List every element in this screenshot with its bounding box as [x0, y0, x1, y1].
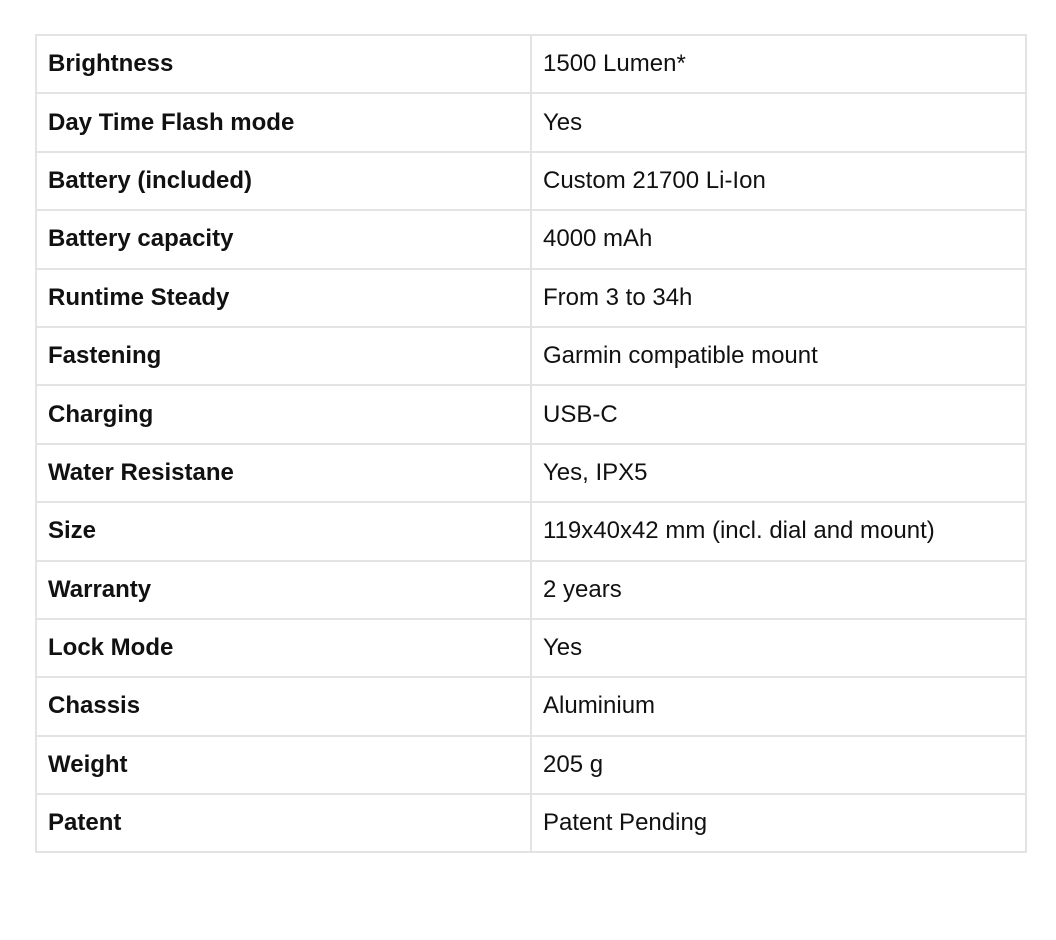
- spec-label: Fastening: [36, 327, 531, 385]
- table-row: [36, 35, 1026, 93]
- table-row: [36, 619, 1026, 677]
- spec-value: Yes: [531, 93, 1026, 151]
- table-row: [36, 152, 1026, 210]
- spec-label: Patent: [36, 794, 531, 852]
- spec-label: Runtime Steady: [36, 269, 531, 327]
- table-row: [36, 561, 1026, 619]
- spec-label: Water Resistane: [36, 444, 531, 502]
- spec-label: Chassis: [36, 677, 531, 735]
- spec-label: Day Time Flash mode: [36, 93, 531, 151]
- spec-label: Weight: [36, 736, 531, 794]
- specifications-table-body: [36, 35, 1026, 852]
- spec-value: Garmin compatible mount: [531, 327, 1026, 385]
- spec-label: Battery capacity: [36, 210, 531, 268]
- spec-value: 119x40x42 mm (incl. dial and mount): [531, 502, 1026, 560]
- spec-value: 4000 mAh: [531, 210, 1026, 268]
- table-row: [36, 93, 1026, 151]
- table-row: [36, 210, 1026, 268]
- table-row: [36, 736, 1026, 794]
- table-row: [36, 677, 1026, 735]
- spec-label: Battery (included): [36, 152, 531, 210]
- spec-label: Lock Mode: [36, 619, 531, 677]
- spec-value: From 3 to 34h: [531, 269, 1026, 327]
- spec-value: Custom 21700 Li-Ion: [531, 152, 1026, 210]
- table-row: [36, 385, 1026, 443]
- table-row: [36, 794, 1026, 852]
- spec-label: Warranty: [36, 561, 531, 619]
- spec-value: Aluminium: [531, 677, 1026, 735]
- table-row: [36, 327, 1026, 385]
- spec-value: 205 g: [531, 736, 1026, 794]
- spec-value: Yes: [531, 619, 1026, 677]
- spec-value: USB-C: [531, 385, 1026, 443]
- spec-value: 1500 Lumen*: [531, 35, 1026, 93]
- spec-value: 2 years: [531, 561, 1026, 619]
- table-row: [36, 269, 1026, 327]
- spec-label: Charging: [36, 385, 531, 443]
- spec-value: Yes, IPX5: [531, 444, 1026, 502]
- spec-value: Patent Pending: [531, 794, 1026, 852]
- table-row: [36, 502, 1026, 560]
- table-row: [36, 444, 1026, 502]
- spec-label: Brightness: [36, 35, 531, 93]
- spec-label: Size: [36, 502, 531, 560]
- specifications-table: [35, 34, 1027, 853]
